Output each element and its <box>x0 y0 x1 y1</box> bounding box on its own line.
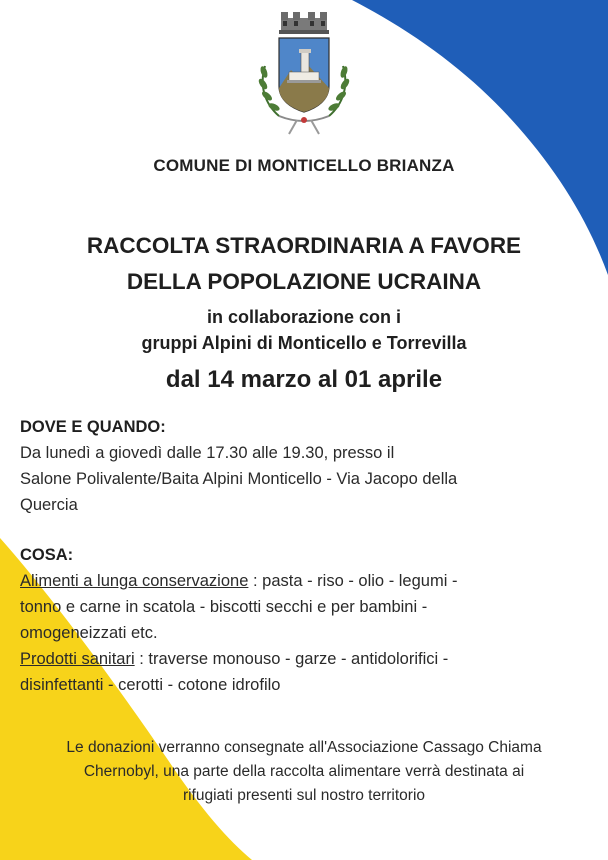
date-range: dal 14 marzo al 01 aprile <box>165 366 443 393</box>
title-line-1: RACCOLTA STRAORDINARIA A FAVORE <box>86 233 522 258</box>
donation-note <box>0 736 608 808</box>
food-items-text: : pasta - riso - olio - legumi - <box>248 572 458 590</box>
donation-note-line-2: Chernobyl, una parte della raccolta alimentare verrà destinata ai <box>83 763 525 780</box>
where-when-heading: DOVE E QUANDO: <box>20 418 166 436</box>
title-line-2: DELLA POPOLAZIONE UCRAINA <box>126 269 482 294</box>
food-category-label: Alimenti a lunga conservazione <box>20 572 249 590</box>
where-when-line-3: Quercia <box>20 496 78 514</box>
subtitle <box>0 304 608 356</box>
sanitary-category-label: Prodotti sanitari <box>20 650 135 668</box>
sanitary-items-line-2: disinfettanti - cerotti - cotone idrofilo <box>20 676 281 694</box>
food-items-line-3: omogeneizzati etc. <box>20 624 158 642</box>
where-when-section <box>20 414 590 518</box>
what-section <box>20 542 590 698</box>
where-when-line-2: Salone Polivalente/Baita Alpini Monticello - Via Jacopo della <box>20 470 458 488</box>
donation-note-line-3: rifugiati presenti sul nostro territorio <box>182 787 426 804</box>
sanitary-items-text: : traverse monouso - garze - antidolorifici - <box>134 650 449 668</box>
what-heading: COSA: <box>20 546 74 564</box>
main-title <box>0 228 608 300</box>
subtitle-line-1: in collaborazione con i <box>206 307 402 327</box>
food-items-line-2: tonno e carne in scatola - biscotti secchi e per bambini - <box>20 598 428 616</box>
municipal-coat-of-arms-icon <box>249 8 359 148</box>
sanitary-items-line-1 <box>20 646 590 672</box>
subtitle-line-2: gruppi Alpini di Monticello e Torrevilla <box>141 333 467 353</box>
municipality-name: COMUNE DI MONTICELLO BRIANZA <box>153 156 455 175</box>
donation-note-line-1: Le donazioni verranno consegnate all'Associazione Cassago Chiama <box>66 739 542 756</box>
food-items-line-1 <box>20 568 590 594</box>
where-when-line-1: Da lunedì a giovedì dalle 17.30 alle 19.30, presso il <box>20 444 395 462</box>
